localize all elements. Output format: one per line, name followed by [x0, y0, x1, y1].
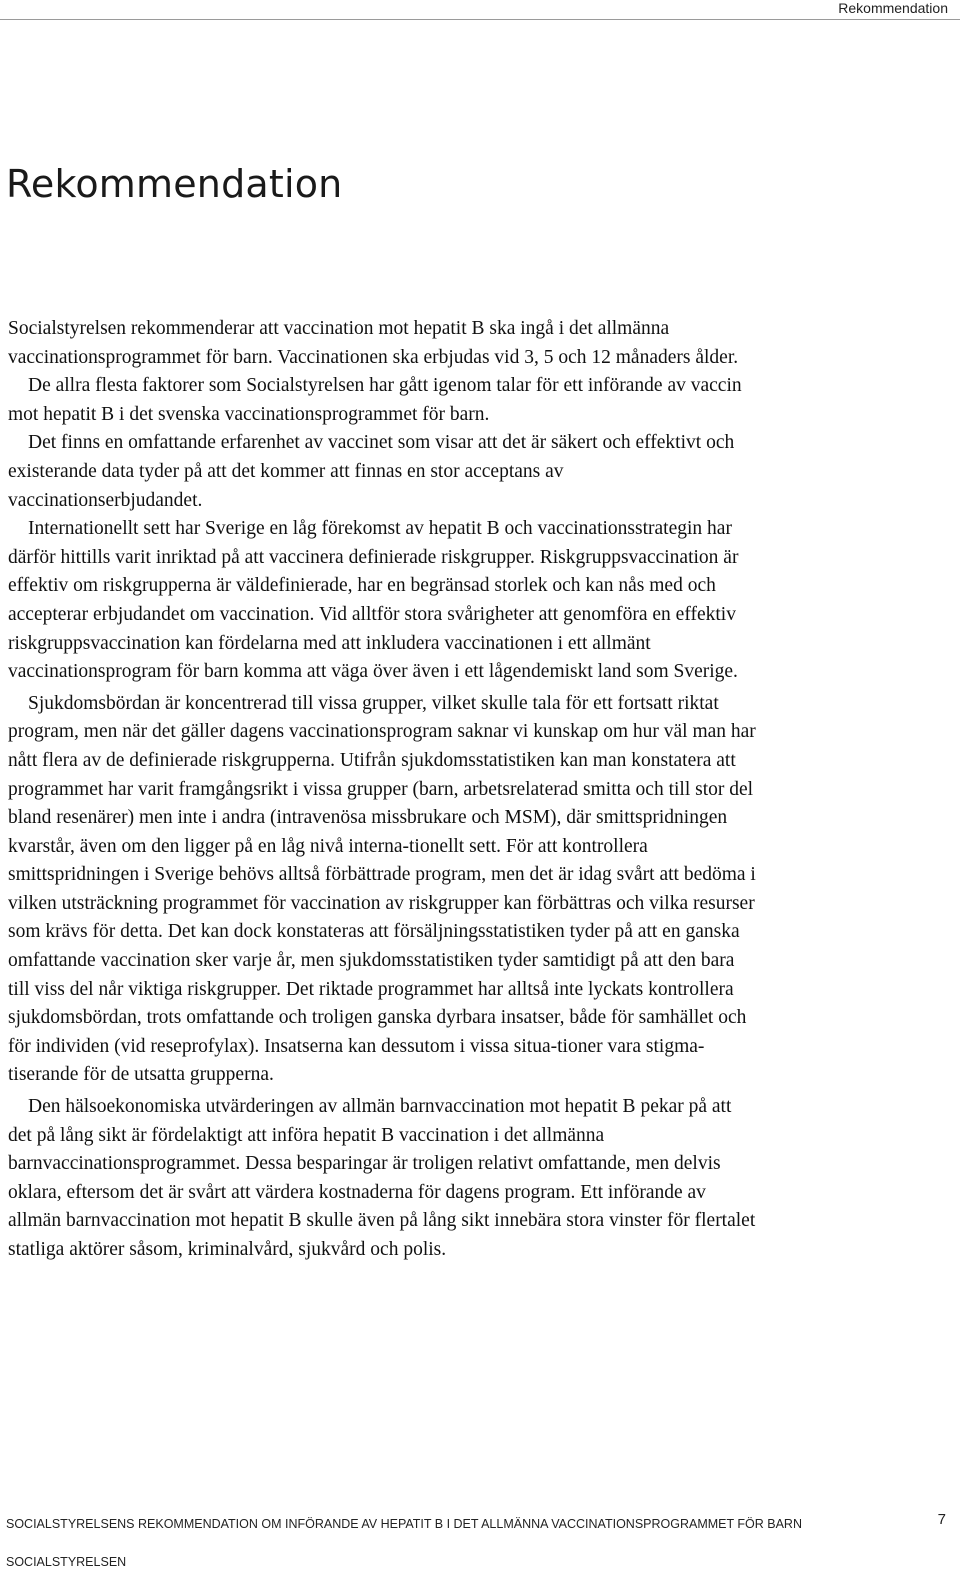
- paragraph-international: Internationellt sett har Sverige en låg förekomst av hepatit B och vaccinationsstrategin har därför hittills varit inriktad på att vaccinera definierade riskgrupper. Riskgruppsvaccination är effektiv om riskgrupperna är väldefinierade, har en begränsad storlek och kan nås med och accepterar erbjudandet om vaccination. Vid alltför stora svårigheter att genomföra en effektiv riskgruppsvaccination kan fördelarna med att inkludera vaccinationen i ett allmänt vaccinationsprogram för barn komma att väga över även i ett lågendemiskt land som Sverige.: [8, 518, 739, 683]
- paragraph-disease-burden: Sjukdomsbördan är koncentrerad till vissa grupper, vilket skulle tala för ett fortsatt riktat program, men när det gäller dagens vaccinationsprogram saknar vi kunskap om hur väl man har nått flera av de definierade riskgrupperna. Utifrån sjukdomsstatistiken kan man konstatera att programmet har varit framgångsrikt i vissa grupper (barn, arbetsrelaterad smitta och till stor del bland resenärer) men inte i andra (intravenösa missbrukare och MSM), där smittspridningen kvarstår, även om den ligger på en låg nivå interna-tionellt sett. För att kontrollera smittspridningen i Sverige behövs alltså förbättrade program, men det är idag svårt att bedöma i vilken utsträckning programmet för vaccination av riskgrupper kan förbättras och vilka resurser som krävs för detta. Det kan dock konstateras att försäljningsstatistiken tyder på att en ganska omfattande vaccination sker varje år, men sjukdomsstatistiken tyder samtidigt på att den bara till viss del når viktiga riskgrupper. Det riktade programmet har alltså inte lyckats kontrollera sjukdomsbördan, trots omfattande och troligen ganska dyrbara insatser, både för samhället och för individen (vid reseprofylax). Insatserna kan dessutom i vissa situa-tioner vara stigmatiserande för de utsatta grupperna.: [8, 692, 756, 1086]
- paragraph-factors: De allra flesta faktorer som Socialstyrelsen har gått igenom talar för ett införande av vaccin mot hepatit B i det svenska vaccinationsprogrammet för barn.: [8, 375, 742, 425]
- page-footer: [6, 1511, 946, 1585]
- footer-document-title: SOCIALSTYRELSENS REKOMMENDATION OM INFÖRANDE AV HEPATIT B I DET ALLMÄNNA VACCINATIONSPROGRAMMET FÖR BARN: [6, 1517, 802, 1531]
- paragraph-recommendation: Socialstyrelsen rekommenderar att vaccination mot hepatit B ska ingå i det allmänna vaccinationsprogrammet för barn. Vaccinationen ska erbjudas vid 3, 5 och 12 månaders ålder.: [8, 318, 739, 368]
- page-number: 7: [937, 1511, 946, 1528]
- paragraph-health-economics: Den hälsoekonomiska utvärderingen av allmän barnvaccination mot hepatit B pekar på att det på lång sikt är fördelaktigt att införa hepatit B vaccination i det allmänna barnvaccinationsprogrammet. Dessa besparingar är troligen relativt omfattande, men delvis oklara, eftersom det är svårt att värdera kostnaderna för dagens program. Ett införande av allmän barnvaccination mot hepatit B skulle även på lång sikt innebära stora vinster för flertalet statliga aktörer såsom, kriminalvård, sjukvård och polis.: [8, 1096, 756, 1260]
- body-text: [8, 315, 760, 1265]
- running-header: [0, 0, 960, 20]
- paragraph-experience: Det finns en omfattande erfarenhet av vaccinet som visar att det är säkert och effektivt och existerande data tyder på att det kommer att finnas en stor acceptans av vaccinationserbjudandet.: [8, 432, 735, 511]
- page-title: Rekommendation: [6, 162, 343, 206]
- footer-publisher: SOCIALSTYRELSEN: [6, 1555, 127, 1569]
- running-header-title: Rekommendation: [838, 0, 948, 16]
